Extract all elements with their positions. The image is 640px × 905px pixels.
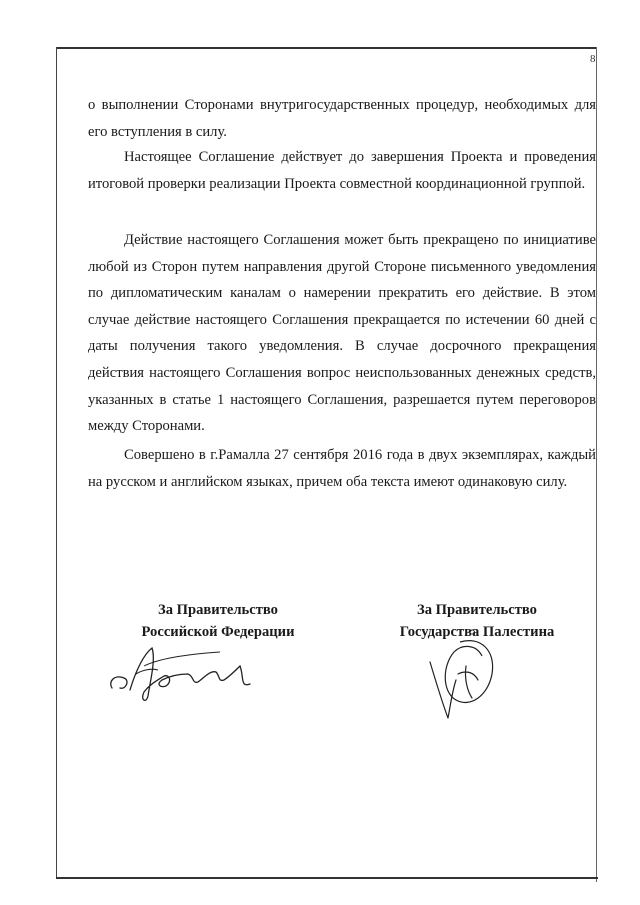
paragraph-3 xyxy=(88,227,596,440)
paragraph-2 xyxy=(88,144,596,197)
paragraph-4 xyxy=(88,442,596,495)
signature-caption-line1: За Правительство xyxy=(158,602,278,618)
handwritten-signature-right xyxy=(420,622,510,742)
signature-caption-line2: Российской Федерации xyxy=(141,624,295,640)
page-frame-bottom xyxy=(56,877,598,879)
paragraph-1 xyxy=(88,92,596,145)
page-frame-left xyxy=(56,47,57,877)
paragraph-text: Настоящее Соглашение действует до завершения Проекта и проведения итоговой проверки реализации Проекта совместной координационной группой. xyxy=(88,149,596,192)
paragraph-text: Совершено в г.Рамалла 27 сентября 2016 года в двух экземплярах, каждый на русском и английском языках, причем оба текста имеют одинаковую силу. xyxy=(88,447,596,490)
paragraph-text: о выполнении Сторонами внутригосударственных процедур, необходимых для его вступления в силу. xyxy=(88,97,596,140)
page-frame-right xyxy=(596,47,597,882)
paragraph-text: Действие настоящего Соглашения может быть прекращено по инициативе любой из Сторон путем направления другой Стороне письменного уведомления по дипломатическим каналам о намерении прекратить его действие. В этом случае действие настоящего Соглашения прекращается по истечении 60 дней с даты получения такого уведомления. В случае досрочного прекращения действия настоящего Соглашения вопрос неиспользованных денежных средств, указанных в статье 1 настоящего Соглашения, разрешается путем переговоров между Сторонами. xyxy=(88,232,596,435)
page-number: 8 xyxy=(590,53,596,65)
page-frame-top xyxy=(56,47,596,49)
signature-caption-line1: За Правительство xyxy=(417,602,537,618)
signature-caption-line2: Государства Палестина xyxy=(399,624,555,640)
handwritten-signature-left xyxy=(100,630,280,720)
